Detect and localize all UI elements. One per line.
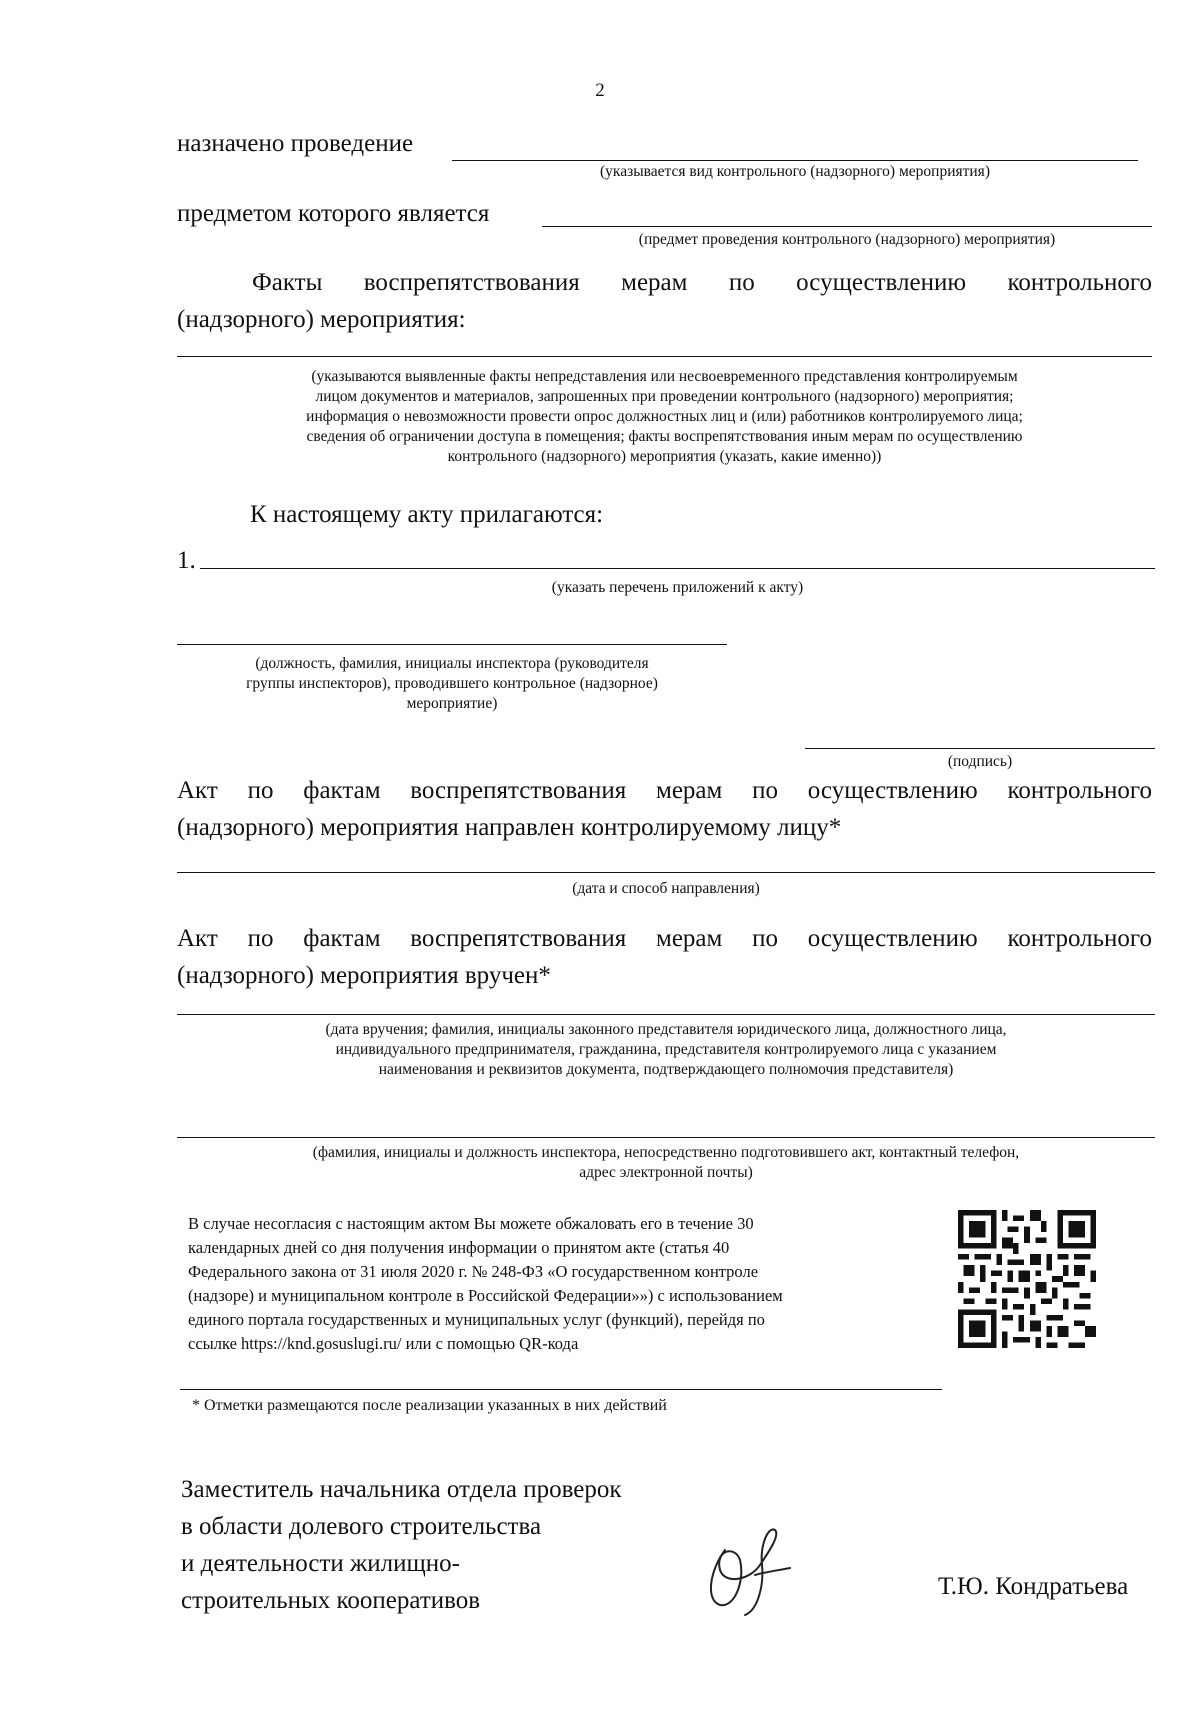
appeal-line: В случае несогласия с настоящим актом Вы можете обжаловать его в течение 30 <box>188 1214 754 1233</box>
delivered-note-line: наименования и реквизитов документа, подтверждающего полномочия представителя) <box>378 1061 954 1078</box>
appeal-text <box>188 1212 948 1356</box>
sent-line-1: Акт по фактам воспрепятствования мерам по осуществлению контрольного <box>177 777 1152 804</box>
preparer-note-line: (фамилия, инициалы и должность инспектора, непосредственно подготовившего акт, контактный телефон, <box>312 1144 1020 1161</box>
assigned-note: (указывается вид контрольного (надзорного) мероприятия) <box>600 163 990 180</box>
subject-line <box>542 226 1152 227</box>
facts-line <box>177 356 1152 357</box>
delivered-paragraph <box>177 920 1152 994</box>
signatory-name: Т.Ю. Кондратьева <box>938 1573 1129 1600</box>
delivered-line-1: Акт по фактам воспрепятствования мерам по осуществлению контрольного <box>177 925 1152 952</box>
signatory-position-line: строительных кооперативов <box>181 1587 481 1614</box>
delivered-note-line: индивидуального предпринимателя, гражданина, представителя контролируемого лица с указанием <box>335 1041 997 1058</box>
sent-line-2: (надзорного) мероприятия направлен контролируемому лицу* <box>177 814 842 841</box>
assigned-label: назначено проведение <box>177 130 414 157</box>
signature-note: (подпись) <box>947 753 1013 770</box>
appeal-line: календарных дней со дня получения информации о принятом акте (статья 40 <box>188 1238 730 1257</box>
facts-line-1: Факты воспрепятствования мерам по осуществлению контрольного <box>252 269 1152 296</box>
signatory-position-line: и деятельности жилищно- <box>181 1550 460 1577</box>
delivered-line-2: (надзорного) мероприятия вручен* <box>177 962 551 989</box>
delivered-note <box>177 1020 1155 1080</box>
attachments-heading: К настоящему акту прилагаются: <box>250 501 604 528</box>
signatory-position-line: в области долевого строительства <box>181 1513 542 1540</box>
appeal-line: Федерального закона от 31 июля 2020 г. № 248-ФЗ «О государственном контроле <box>188 1262 759 1281</box>
facts-note-line: контрольного (надзорного) мероприятия (указать, какие именно)) <box>447 448 882 465</box>
sent-note: (дата и способ направления) <box>572 880 760 897</box>
inspector-note <box>177 654 727 714</box>
preparer-line <box>177 1137 1155 1138</box>
subject-note: (предмет проведения контрольного (надзорного) мероприятия) <box>638 231 1056 248</box>
inspector-note-line: (должность, фамилия, инициалы инспектора (руководителя <box>255 655 649 672</box>
footnote-line <box>180 1389 942 1390</box>
facts-note-line: сведения об ограничении доступа в помещения; факты воспрепятствования иным мерам по осуществлению <box>306 428 1023 445</box>
signature-line <box>805 748 1155 749</box>
facts-paragraph <box>177 264 1152 338</box>
delivered-note-line: (дата вручения; фамилия, инициалы законного представителя юридического лица, должностного лица, <box>325 1021 1007 1038</box>
attachments-line <box>200 568 1155 569</box>
handwritten-signature <box>700 1520 810 1620</box>
signatory-position-line: Заместитель начальника отдела проверок <box>181 1476 622 1503</box>
facts-note-line: (указываются выявленные факты непредставления или несвоевременного представления контролируемым <box>311 368 1018 385</box>
attachments-note: (указать перечень приложений к акту) <box>551 579 804 596</box>
appeal-line: ссылке https://knd.gosuslugi.ru/ или с помощью QR-кода <box>188 1334 579 1353</box>
inspector-note-line: группы инспекторов), проводившего контрольное (надзорное) <box>246 675 658 692</box>
sent-line <box>177 872 1155 873</box>
assigned-line <box>452 160 1138 161</box>
facts-line-2: (надзорного) мероприятия: <box>177 306 466 333</box>
attachments-item-number: 1. <box>177 547 196 574</box>
facts-note <box>177 367 1152 467</box>
signatory-position <box>181 1471 622 1619</box>
preparer-note-line: адрес электронной почты) <box>579 1164 753 1181</box>
appeal-line: (надзоре) и муниципальном контроле в Российской Федерации»») с использованием <box>188 1286 783 1305</box>
inspector-line <box>177 644 727 645</box>
facts-note-line: информация о невозможности провести опрос должностных лиц и (или) работников контролируемого лица; <box>306 408 1023 425</box>
inspector-note-line: мероприятие) <box>406 695 498 712</box>
facts-note-line: лицом документов и материалов, запрошенных при проведении контрольного (надзорного) мероприятия; <box>315 388 1014 405</box>
footnote: * Отметки размещаются после реализации указанных в них действий <box>192 1397 667 1414</box>
delivered-line <box>177 1014 1155 1015</box>
qr-code <box>958 1210 1096 1348</box>
sent-paragraph <box>177 772 1152 846</box>
page-number: 2 <box>595 80 605 101</box>
subject-label: предметом которого является <box>177 200 490 227</box>
appeal-line: единого портала государственных и муниципальных услуг (функций), перейдя по <box>188 1310 765 1329</box>
preparer-note <box>177 1143 1155 1183</box>
